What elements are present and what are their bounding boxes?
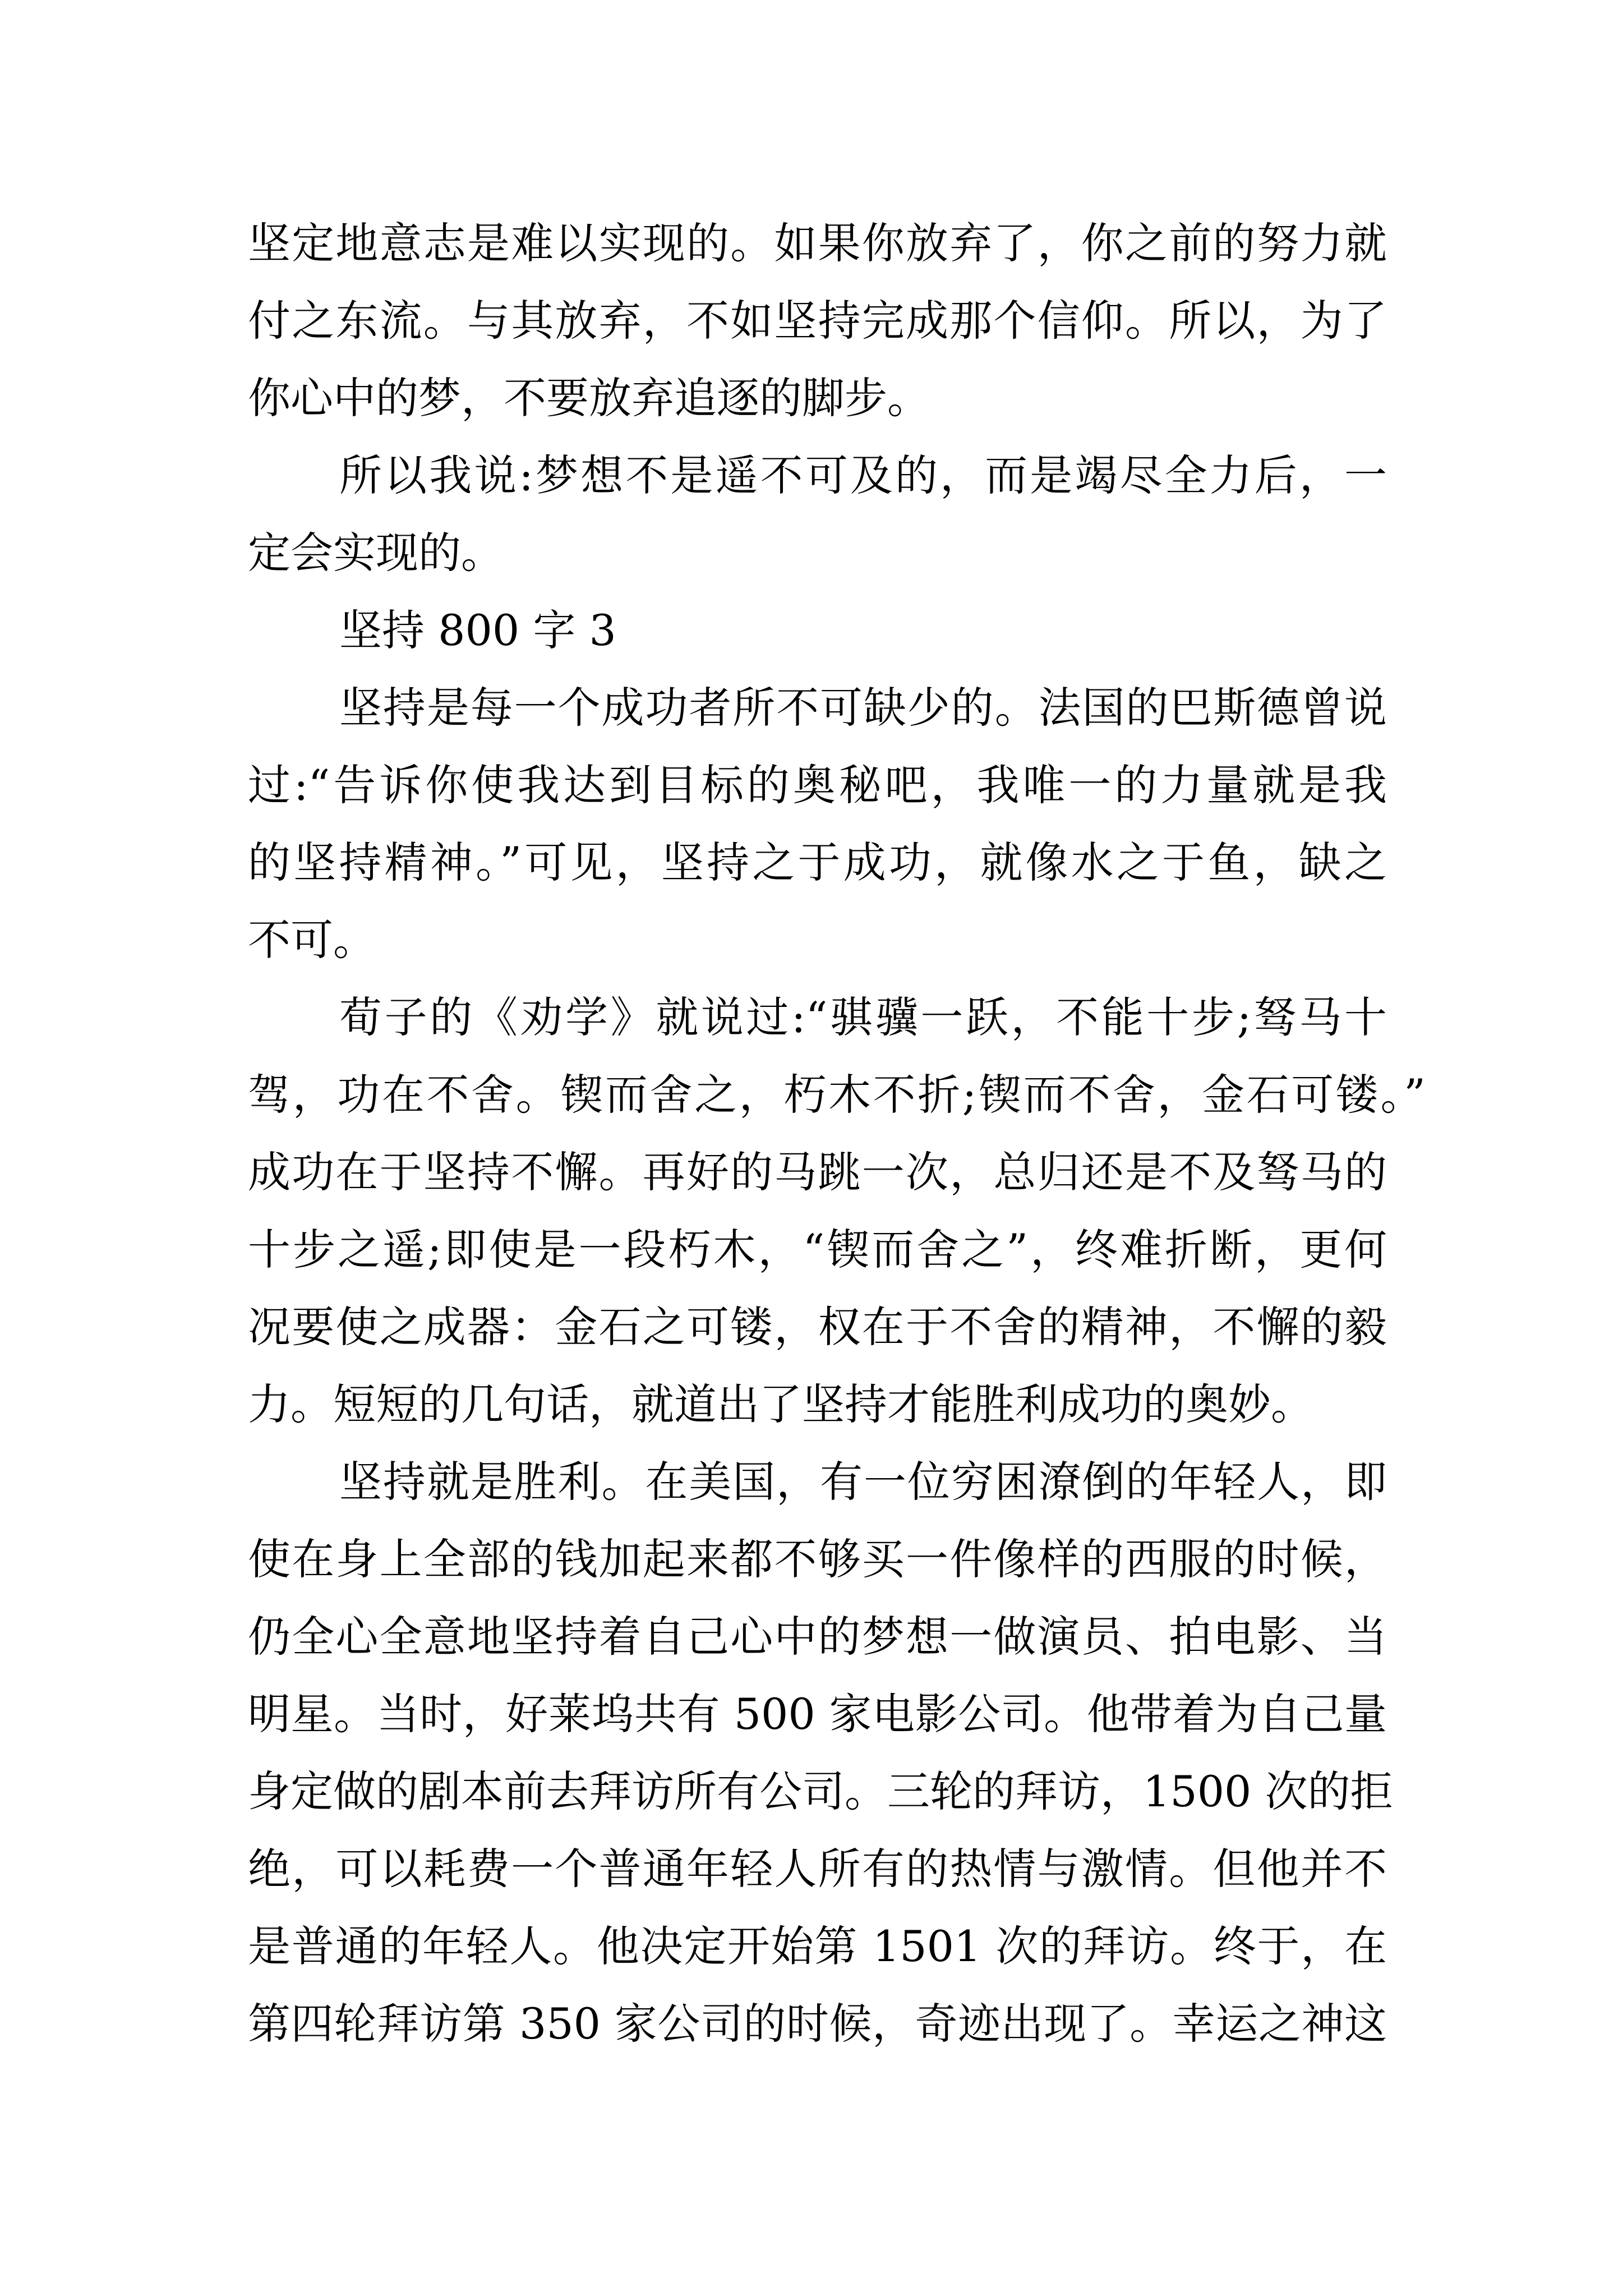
- text-line: 所以我说:梦想不是遥不可及的，而是竭尽全力后，一: [339, 450, 1387, 500]
- text-line: 绝，可以耗费一个普通年轻人所有的热情与激情。但他并不: [248, 1844, 1387, 1894]
- text-line: 荀子的《劝学》就说过:“骐骥一跃，不能十步;驽马十: [339, 992, 1387, 1042]
- text-line: 力。短短的几句话，就道出了坚持才能胜利成功的奥妙。: [248, 1379, 1313, 1429]
- text-line: 是普通的年轻人。他决定开始第 1501 次的拜访。终于，在: [248, 1921, 1387, 1971]
- paragraph: [248, 437, 1387, 592]
- text-line: 第四轮拜访第 350 家公司的时候，奇迹出现了。幸运之神这: [248, 1999, 1387, 2049]
- text-line: 不可。: [248, 915, 376, 965]
- text-line: 成功在于坚持不懈。再好的马跳一次，总归还是不及驽马的: [248, 1147, 1387, 1197]
- text-line: 驾，功在不舍。锲而舍之，朽木不折;锲而不舍，金石可镂。”: [248, 1070, 1426, 1120]
- text-line: 付之东流。与其放弃，不如坚持完成那个信仰。所以，为了: [248, 296, 1387, 346]
- paragraph: [248, 205, 1387, 437]
- text-line: 过:“告诉你使我达到目标的奥秘吧，我唯一的力量就是我: [248, 760, 1387, 810]
- text-line: 十步之遥;即使是一段朽木，“锲而舍之”，终难折断，更何: [248, 1225, 1387, 1274]
- text-line: 坚持就是胜利。在美国，有一位穷困潦倒的年轻人，即: [339, 1457, 1387, 1507]
- paragraph: [248, 979, 1426, 1443]
- section-heading: 坚持 800 字 3: [339, 605, 616, 655]
- text-line: 明星。当时，好莱坞共有 500 家电影公司。他带着为自己量: [248, 1689, 1387, 1739]
- text-line: 坚持是每一个成功者所不可缺少的。法国的巴斯德曾说: [339, 683, 1387, 733]
- text-line: 定会实现的。: [248, 528, 504, 578]
- text-line: 仍全心全意地坚持着自己心中的梦想一做演员、拍电影、当: [248, 1612, 1387, 1662]
- text-line: 身定做的剧本前去拜访所有公司。三轮的拜访，1500 次的拒: [248, 1766, 1393, 1816]
- text-line: 使在身上全部的钱加起来都不够买一件像样的西服的时候，: [248, 1534, 1387, 1584]
- document-body: [248, 205, 1426, 2063]
- paragraph: [248, 1443, 1393, 2063]
- text-line: 你心中的梦，不要放弃追逐的脚步。: [248, 373, 930, 423]
- paragraph: [248, 669, 1387, 979]
- text-line: 坚定地意志是难以实现的。如果你放弃了，你之前的努力就: [248, 218, 1387, 268]
- text-line: 况要使之成器：金石之可镂，权在于不舍的精神，不懈的毅: [248, 1302, 1387, 1352]
- text-line: 的坚持精神。”可见，坚持之于成功，就像水之于鱼，缺之: [248, 838, 1387, 887]
